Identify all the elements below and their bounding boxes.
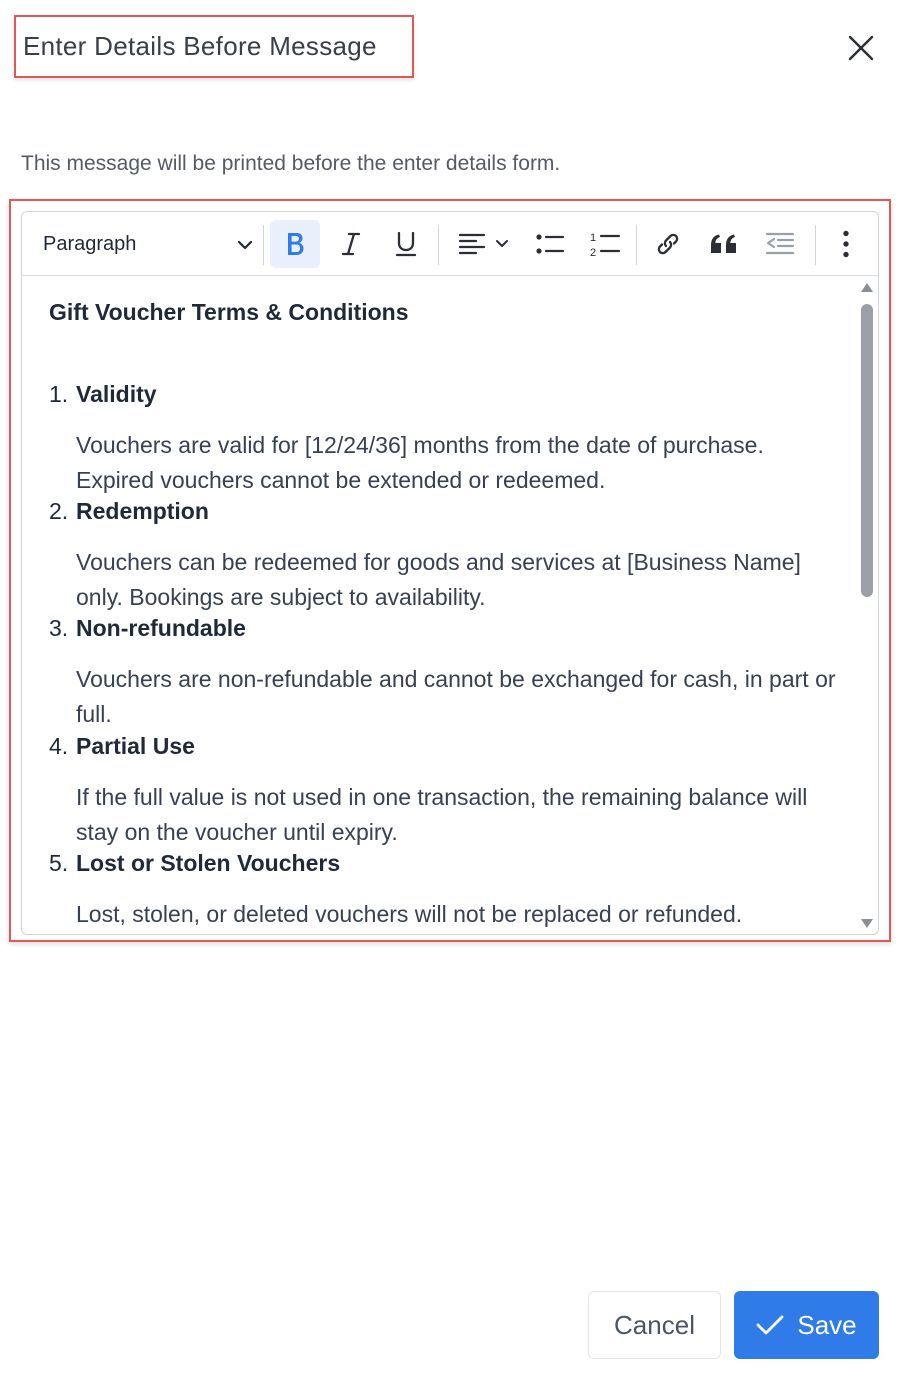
link-icon xyxy=(654,230,682,258)
list-item-heading: Redemption xyxy=(76,498,209,524)
toolbar-divider xyxy=(636,225,637,265)
link-button[interactable] xyxy=(643,220,693,268)
rich-text-editor[interactable] xyxy=(21,211,879,935)
list-item-body: If the full value is not used in one transaction, the remaining balance will stay on the voucher until expiry. xyxy=(76,784,808,845)
svg-text:1: 1 xyxy=(590,232,597,244)
italic-button[interactable] xyxy=(326,220,376,268)
cancel-button[interactable] xyxy=(588,1291,721,1359)
list-item-number: 3. xyxy=(49,615,69,641)
list-item-body: Lost, stolen, or deleted vouchers will not be replaced or refunded. xyxy=(76,901,743,927)
list-item-body: Vouchers are non-refundable and cannot be exchanged for cash, in part or full. xyxy=(76,666,836,727)
close-button[interactable] xyxy=(845,32,877,64)
align-dropdown[interactable] xyxy=(450,220,518,268)
list-item-heading: Partial Use xyxy=(76,733,195,759)
numbered-list-button[interactable] xyxy=(580,220,630,268)
list-item-heading: Non-refundable xyxy=(76,615,246,641)
list-item-body: Vouchers can be redeemed for goods and services at [Business Name] only. Bookings are subject to availability. xyxy=(76,549,801,610)
chevron-down-icon xyxy=(494,236,510,252)
blockquote-button[interactable] xyxy=(699,220,749,268)
svg-text:2: 2 xyxy=(590,247,597,258)
bold-icon xyxy=(284,231,306,257)
save-button[interactable] xyxy=(734,1291,879,1359)
chevron-down-icon xyxy=(236,236,254,254)
save-button-label: Save xyxy=(797,1309,857,1340)
toolbar-divider xyxy=(263,225,264,265)
close-icon xyxy=(848,35,874,61)
bulleted-list-icon xyxy=(535,232,565,256)
outdent-button[interactable] xyxy=(755,220,805,268)
more-options-button[interactable] xyxy=(824,220,868,268)
bold-button[interactable] xyxy=(270,220,320,268)
underline-icon xyxy=(394,230,418,258)
more-vertical-icon xyxy=(842,230,850,258)
paragraph-style-dropdown[interactable] xyxy=(32,220,254,268)
align-left-icon xyxy=(458,232,486,256)
dialog-title: Enter Details Before Message xyxy=(23,31,377,61)
numbered-list-icon xyxy=(589,230,621,258)
toolbar-divider xyxy=(438,225,439,265)
underline-button[interactable] xyxy=(381,220,431,268)
document-heading: Gift Voucher Terms & Conditions xyxy=(49,299,409,325)
bulleted-list-button[interactable] xyxy=(525,220,575,268)
scroll-up-arrow-icon[interactable] xyxy=(860,282,874,294)
scrollbar-thumb[interactable] xyxy=(861,304,873,597)
cancel-button-label: Cancel xyxy=(614,1309,695,1340)
toolbar-divider xyxy=(815,225,816,265)
list-item-number: 4. xyxy=(49,733,69,759)
scroll-down-arrow-icon[interactable] xyxy=(860,917,874,929)
list-item-heading: Validity xyxy=(76,381,157,407)
list-item-number: 1. xyxy=(49,381,69,407)
check-icon xyxy=(756,1314,784,1336)
quote-icon xyxy=(710,233,738,255)
list-item-number: 2. xyxy=(49,498,69,524)
editor-content[interactable] xyxy=(22,276,878,935)
list-item-body: Vouchers are valid for [12/24/36] months from the date of purchase. Expired vouchers cannot be extended or redeemed. xyxy=(76,432,764,493)
list-item-heading: Lost or Stolen Vouchers xyxy=(76,850,341,876)
dialog-title-highlight xyxy=(14,15,414,78)
list-item-number: 5. xyxy=(49,850,69,876)
dialog-description: This message will be printed before the enter details form. xyxy=(21,152,561,175)
outdent-icon xyxy=(765,232,795,256)
editor-toolbar xyxy=(22,212,878,276)
paragraph-style-label: Paragraph xyxy=(43,232,137,255)
italic-icon xyxy=(340,231,362,257)
